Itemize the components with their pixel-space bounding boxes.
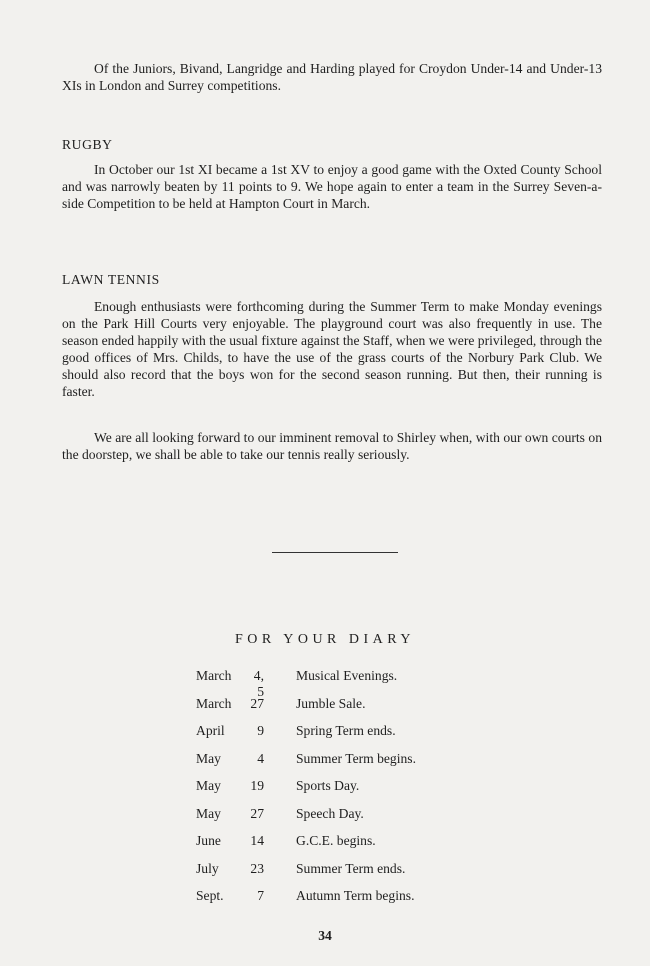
juniors-paragraph: Of the Juniors, Bivand, Langridge and Harding played for Croydon Under-14 and Under-13 XIs in London and Surrey competitions.: [62, 61, 602, 93]
diary-day: 27: [250, 805, 264, 821]
diary-month: July: [196, 860, 219, 876]
diary-entry: [196, 668, 496, 699]
lawn-tennis-paragraph-2: We are all looking forward to our imminent removal to Shirley when, with our own courts on the doorstep, we shall be able to take our tennis really seriously.: [62, 430, 602, 462]
diary-entry: [196, 751, 496, 779]
diary-event: Musical Evenings.: [296, 668, 398, 683]
diary-day: 23: [250, 860, 264, 876]
diary-day: 19: [250, 778, 264, 793]
rugby-heading: RUGBY: [62, 137, 113, 152]
diary-entry: [196, 861, 496, 889]
diary-month: March: [196, 668, 232, 683]
diary-day: 4, 5: [253, 668, 264, 699]
diary-title: FOR YOUR DIARY: [235, 632, 415, 647]
diary-month: May: [196, 805, 221, 821]
diary-event: Jumble Sale.: [296, 695, 366, 711]
diary-event: G.C.E. begins.: [296, 833, 376, 848]
diary-month: Sept.: [196, 888, 224, 903]
diary-entry: [196, 778, 496, 806]
diary-month: May: [196, 750, 221, 766]
diary-event: Sports Day.: [296, 778, 360, 793]
diary-event: Spring Term ends.: [296, 723, 396, 738]
diary-day: 7: [257, 888, 264, 903]
section-divider: [272, 552, 398, 553]
diary-event: Speech Day.: [296, 805, 364, 821]
diary-list: [196, 668, 496, 916]
diary-event: Autumn Term begins.: [296, 888, 415, 903]
diary-day: 14: [250, 833, 264, 848]
diary-day: 4: [257, 750, 264, 766]
rugby-paragraph: In October our 1st XI became a 1st XV to enjoy a good game with the Oxted County School and was narrowly beaten by 11 points to 9. We hope again to enter a team in the Surrey Seven-a-side Competition to be held at Hampton Court in March.: [62, 162, 602, 211]
lawn-tennis-heading: LAWN TENNIS: [62, 272, 160, 287]
diary-month: April: [196, 723, 225, 738]
diary-entry: [196, 696, 496, 724]
diary-entry: [196, 833, 496, 861]
diary-day: 9: [257, 723, 264, 738]
diary-month: March: [196, 695, 232, 711]
diary-entry: [196, 806, 496, 834]
page-number: 34: [318, 928, 332, 943]
diary-entry: [196, 888, 496, 916]
diary-entry: [196, 723, 496, 751]
lawn-tennis-paragraph-1: Enough enthusiasts were forthcoming during the Summer Term to make Monday evenings on the Park Hill Courts very enjoyable. The playground court was also frequently in use. The season ended happily with the usual fixture against the Staff, when we were privileged, through the good offices of Mrs. Childs, to have the use of the grass courts of the Norbury Park Club. We should also record that the boys won for the second season running. But then, their running is faster.: [62, 299, 602, 399]
diary-day: 27: [250, 695, 264, 711]
diary-event: Summer Term ends.: [296, 860, 406, 876]
diary-month: June: [196, 833, 221, 848]
diary-event: Summer Term begins.: [296, 750, 416, 766]
diary-month: May: [196, 778, 221, 793]
